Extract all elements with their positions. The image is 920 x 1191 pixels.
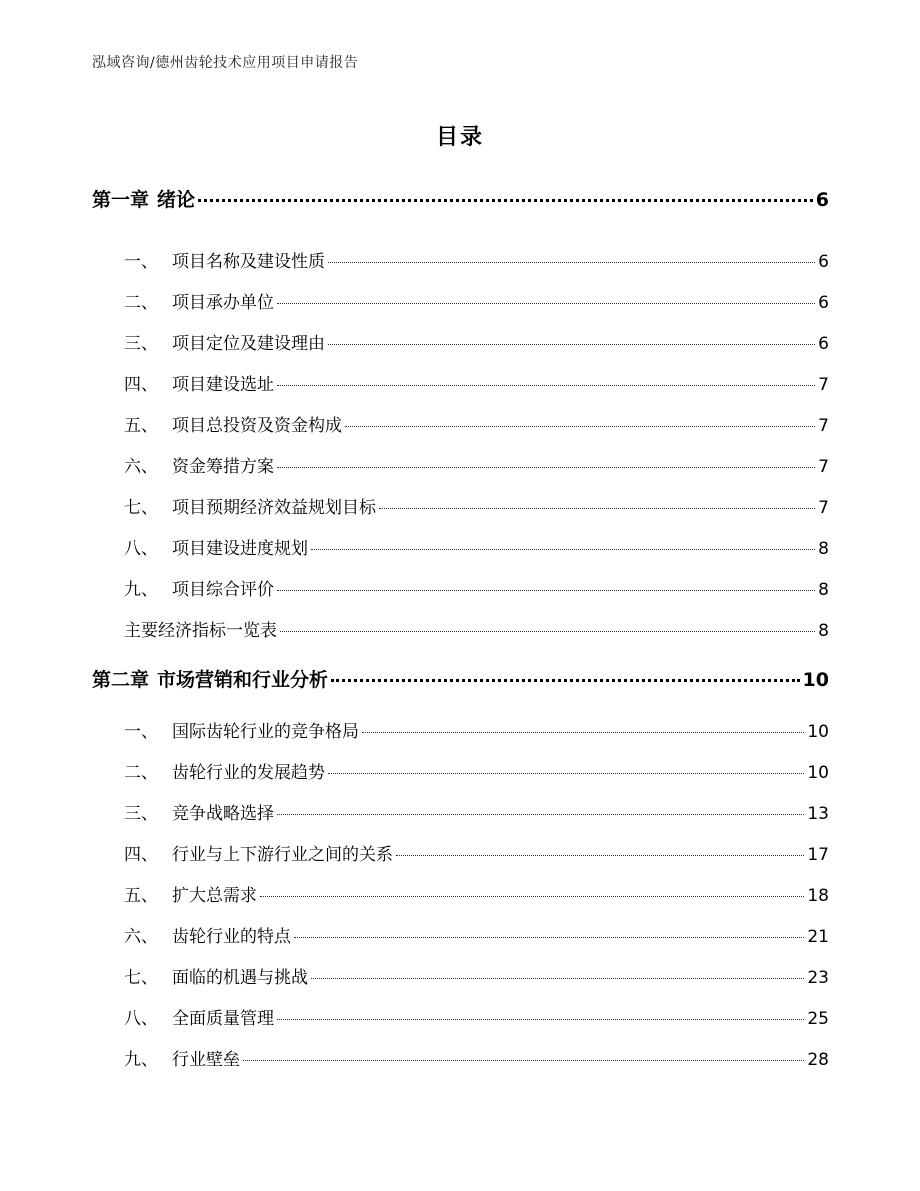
toc-dot-leader xyxy=(277,814,804,815)
toc-section-label: 扩大总需求 xyxy=(172,886,257,906)
toc-section-number: 七、 xyxy=(124,498,158,518)
toc-section-number: 九、 xyxy=(124,580,158,600)
toc-dot-leader xyxy=(277,303,815,304)
toc-section-entry[interactable] xyxy=(124,329,829,354)
toc-section-entry[interactable] xyxy=(124,493,829,518)
toc-dot-leader xyxy=(277,385,815,386)
toc-section-number: 二、 xyxy=(124,763,158,783)
toc-dot-leader xyxy=(294,937,804,938)
toc-page-number: 7 xyxy=(818,457,829,477)
toc-section-number: 六、 xyxy=(124,457,158,477)
toc-page-number: 13 xyxy=(807,804,829,824)
toc-chapter-number: 第一章 xyxy=(92,189,150,211)
toc-dot-leader xyxy=(277,467,815,468)
toc-section-label: 竞争战略选择 xyxy=(172,804,274,824)
toc-section-number: 五、 xyxy=(124,416,158,436)
toc-dot-leader xyxy=(280,631,815,632)
toc-page-number: 10 xyxy=(807,763,829,783)
toc-page-number: 8 xyxy=(818,539,829,559)
toc-section-entry[interactable] xyxy=(124,616,829,641)
toc-section-label: 项目预期经济效益规划目标 xyxy=(172,498,376,518)
toc-dot-leader xyxy=(311,549,815,550)
toc-page-number: 7 xyxy=(818,416,829,436)
toc-section-entry[interactable] xyxy=(124,840,829,865)
toc-dot-leader xyxy=(362,732,804,733)
toc-chapter-entry[interactable] xyxy=(92,665,829,692)
toc-page-number: 6 xyxy=(818,334,829,354)
toc-section-label: 项目建设选址 xyxy=(172,375,274,395)
toc-section-label: 全面质量管理 xyxy=(172,1009,274,1029)
toc-dot-leader xyxy=(345,426,815,427)
toc-section-number: 四、 xyxy=(124,845,158,865)
toc-section-entry[interactable] xyxy=(124,799,829,824)
toc-section-number: 八、 xyxy=(124,539,158,559)
toc-section-number: 八、 xyxy=(124,1009,158,1029)
toc-page-number: 7 xyxy=(818,498,829,518)
toc-section-label: 齿轮行业的特点 xyxy=(172,927,291,947)
toc-dot-leader xyxy=(260,896,804,897)
toc-dot-leader xyxy=(328,773,804,774)
toc-page-number: 10 xyxy=(807,722,829,742)
toc-section-number: 六、 xyxy=(124,927,158,947)
toc-page-number: 21 xyxy=(807,927,829,947)
toc-section-number: 三、 xyxy=(124,804,158,824)
toc-page-number: 6 xyxy=(815,189,829,211)
toc-dot-leader xyxy=(277,1019,804,1020)
toc-title: 目录 xyxy=(435,125,484,150)
toc-page-number: 25 xyxy=(807,1009,829,1029)
toc-section-number: 三、 xyxy=(124,334,158,354)
toc-section-entry[interactable] xyxy=(124,370,829,395)
toc-section-entry[interactable] xyxy=(124,963,829,988)
toc-dot-leader xyxy=(379,508,815,509)
toc-section-label: 项目名称及建设性质 xyxy=(172,252,325,272)
toc-section-entry[interactable] xyxy=(124,411,829,436)
toc-page-number: 6 xyxy=(818,252,829,272)
toc-dot-leader xyxy=(396,855,804,856)
toc-page-number: 28 xyxy=(807,1050,829,1070)
toc-section-label: 项目定位及建设理由 xyxy=(172,334,325,354)
toc-section-label: 项目综合评价 xyxy=(172,580,274,600)
page-header: 泓域咨询/德州齿轮技术应用项目申请报告 xyxy=(92,55,359,71)
toc-section-entry[interactable] xyxy=(124,881,829,906)
toc-section-entry[interactable] xyxy=(124,575,829,600)
toc-section-label: 项目总投资及资金构成 xyxy=(172,416,342,436)
toc-section-label: 项目承办单位 xyxy=(172,293,274,313)
toc-page-number: 7 xyxy=(818,375,829,395)
toc-page-number: 6 xyxy=(818,293,829,313)
toc-section-entry[interactable] xyxy=(124,1004,829,1029)
toc-section-label: 国际齿轮行业的竞争格局 xyxy=(172,722,359,742)
toc-section-entry[interactable] xyxy=(124,717,829,742)
toc-dot-leader xyxy=(198,199,813,202)
toc-section-number: 一、 xyxy=(124,252,158,272)
toc-page-number: 18 xyxy=(807,886,829,906)
toc-page-number: 10 xyxy=(802,669,829,691)
toc-chapter-entry[interactable] xyxy=(92,185,829,212)
toc-section-number: 四、 xyxy=(124,375,158,395)
toc-page-number: 17 xyxy=(807,845,829,865)
toc-dot-leader xyxy=(328,262,815,263)
toc-section-entry[interactable] xyxy=(124,758,829,783)
toc-dot-leader xyxy=(243,1060,804,1061)
toc-chapter-label: 市场营销和行业分析 xyxy=(157,669,329,691)
toc-section-number: 二、 xyxy=(124,293,158,313)
toc-section-label: 项目建设进度规划 xyxy=(172,539,308,559)
toc-chapter-label: 绪论 xyxy=(157,189,196,211)
toc-section-entry[interactable] xyxy=(124,922,829,947)
toc-section-label: 资金筹措方案 xyxy=(172,457,274,477)
toc-section-number: 九、 xyxy=(124,1050,158,1070)
toc-chapter-number: 第二章 xyxy=(92,669,150,691)
toc-dot-leader xyxy=(277,590,815,591)
toc-page-number: 8 xyxy=(818,580,829,600)
toc-section-number: 五、 xyxy=(124,886,158,906)
toc-section-entry[interactable] xyxy=(124,1045,829,1070)
toc-section-entry[interactable] xyxy=(124,247,829,272)
toc-section-label: 面临的机遇与挑战 xyxy=(172,968,308,988)
toc-page-number: 23 xyxy=(807,968,829,988)
toc-section-entry[interactable] xyxy=(124,288,829,313)
toc-dot-leader xyxy=(311,978,804,979)
toc-section-label: 行业与上下游行业之间的关系 xyxy=(172,845,393,865)
toc-dot-leader xyxy=(331,679,800,682)
toc-section-label: 主要经济指标一览表 xyxy=(124,621,277,641)
toc-section-number: 七、 xyxy=(124,968,158,988)
toc-section-number: 一、 xyxy=(124,722,158,742)
toc-section-label: 齿轮行业的发展趋势 xyxy=(172,763,325,783)
toc-dot-leader xyxy=(328,344,815,345)
toc-section-entry[interactable] xyxy=(124,534,829,559)
toc-page-number: 8 xyxy=(818,621,829,641)
toc-section-entry[interactable] xyxy=(124,452,829,477)
toc-section-label: 行业壁垒 xyxy=(172,1050,240,1070)
